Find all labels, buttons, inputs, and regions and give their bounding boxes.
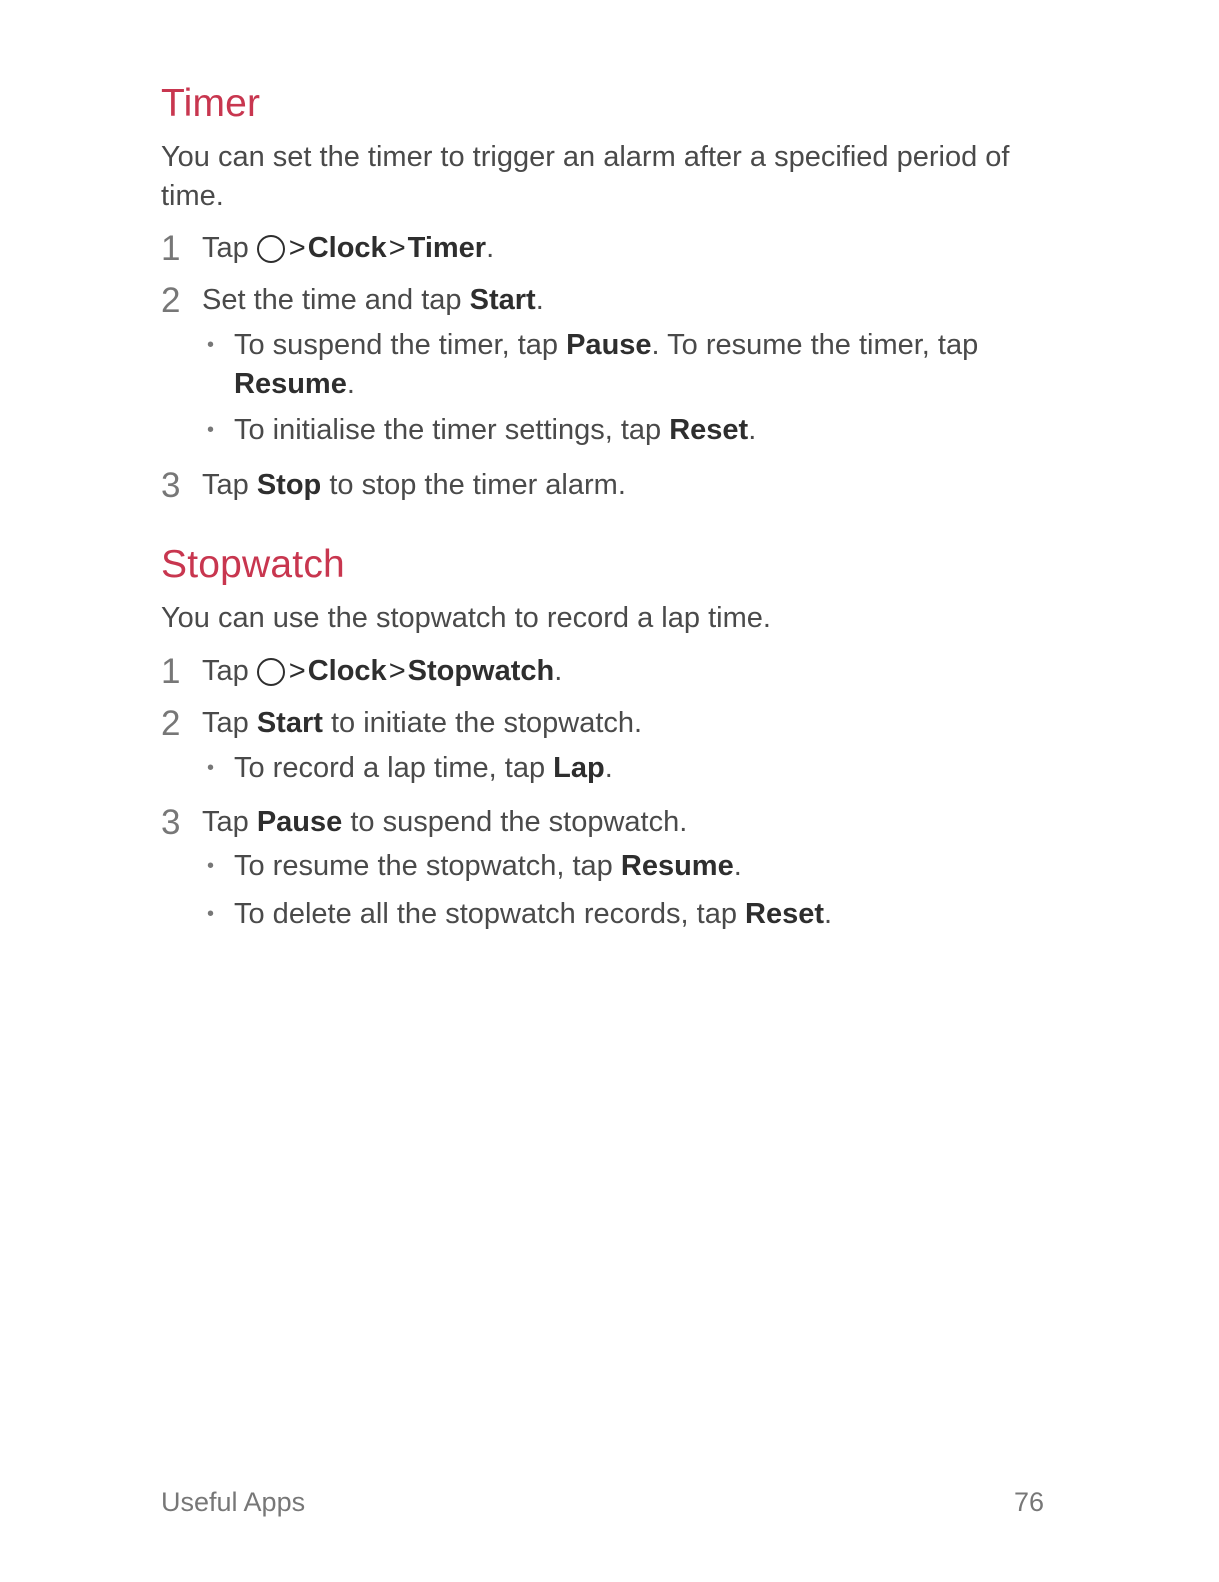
reset-label: Reset [669, 414, 749, 446]
text: To initialise the timer settings, tap [234, 414, 670, 446]
circle-outline-icon [257, 658, 285, 686]
period: . [535, 284, 544, 316]
text: Tap [202, 806, 257, 838]
text: to initiate the stopwatch. [322, 707, 643, 739]
separator: > [388, 232, 406, 264]
tap-word: Tap [202, 232, 249, 264]
step-text [202, 803, 687, 842]
page-number: 76 [1013, 1487, 1044, 1517]
resume-label: Resume [620, 850, 734, 882]
footer-section-name: Useful Apps [161, 1487, 306, 1517]
separator: > [388, 655, 406, 687]
bullet-icon: • [207, 419, 215, 441]
timer-label: Timer [407, 232, 487, 264]
period: . [824, 898, 833, 930]
step-number: 2 [161, 704, 181, 743]
text: To record a lap time, tap [234, 752, 554, 784]
clock-label: Clock [307, 232, 387, 264]
start-label: Start [469, 284, 536, 316]
separator: > [288, 655, 306, 687]
text: To resume the stopwatch, tap [234, 850, 621, 882]
step-number: 2 [161, 281, 181, 320]
period: . [733, 850, 742, 882]
stopwatch-label: Stopwatch [407, 655, 555, 687]
pause-label: Pause [256, 806, 343, 838]
bullet-icon: • [207, 855, 215, 877]
stopwatch-intro: You can use the stopwatch to record a lap time. [161, 602, 771, 634]
text: to stop the timer alarm. [321, 469, 626, 501]
stopwatch-heading: Stopwatch [161, 543, 345, 586]
lap-label: Lap [553, 752, 605, 784]
period: . [554, 655, 563, 687]
stop-label: Stop [256, 469, 322, 501]
bullet-text [234, 411, 1004, 450]
bullet-text [234, 895, 1004, 934]
period: . [346, 368, 355, 400]
bullet-icon: • [207, 334, 215, 356]
start-label: Start [256, 707, 323, 739]
text: Tap [202, 469, 257, 501]
step-text [202, 229, 494, 268]
resume-label: Resume [234, 368, 347, 400]
reset-label: Reset [745, 898, 825, 930]
tap-word: Tap [202, 655, 249, 687]
step-number: 1 [161, 652, 181, 691]
circle-outline-icon [257, 235, 285, 263]
timer-heading: Timer [161, 82, 261, 125]
period: . [486, 232, 495, 264]
bullet-text [234, 847, 1004, 886]
step-text [202, 704, 642, 743]
step-number: 1 [161, 229, 181, 268]
bullet-text [234, 749, 1004, 788]
pause-label: Pause [566, 329, 652, 361]
text: Set the time and tap [202, 284, 470, 316]
period: . [604, 752, 613, 784]
step-text [202, 652, 562, 691]
text: to suspend the stopwatch. [342, 806, 688, 838]
timer-intro: You can set the timer to trigger an alarm after a specified period of time. [161, 141, 1010, 212]
text: . To resume the timer, tap [651, 329, 979, 361]
bullet-text [234, 326, 1004, 404]
clock-label: Clock [307, 655, 387, 687]
step-text [202, 281, 544, 320]
separator: > [288, 232, 306, 264]
step-number: 3 [161, 466, 181, 505]
bullet-icon: • [207, 903, 215, 925]
text: To delete all the stopwatch records, tap [234, 898, 746, 930]
step-text [202, 466, 626, 505]
text: Tap [202, 707, 257, 739]
text: To suspend the timer, tap [234, 329, 567, 361]
step-number: 3 [161, 803, 181, 842]
bullet-icon: • [207, 757, 215, 779]
period: . [748, 414, 757, 446]
